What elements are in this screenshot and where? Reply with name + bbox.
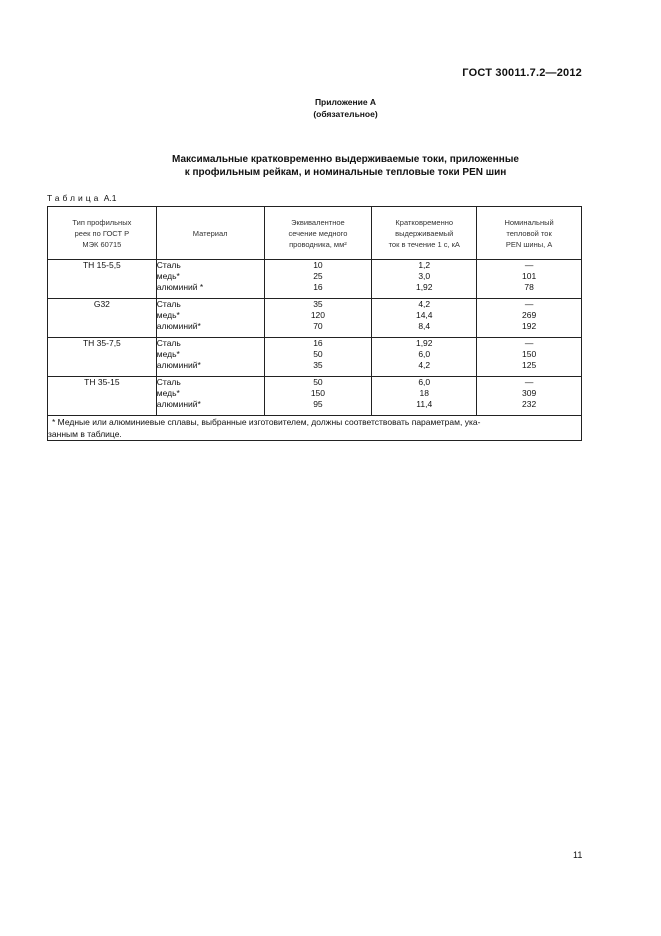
section-cell: 16 50 35 xyxy=(264,338,372,377)
header-pen-current: Номинальный тепловой ток PEN шины, А xyxy=(477,207,582,260)
appendix-label: Приложение А xyxy=(314,97,377,107)
material-cell: Сталь медь* алюминий* xyxy=(156,377,264,416)
table-caption-number: А.1 xyxy=(103,193,117,203)
current-cell: 1,92 6,0 4,2 xyxy=(372,338,477,377)
table-footnote xyxy=(48,416,582,441)
rail-type-cell: ТН 15-5,5 xyxy=(48,260,157,299)
table-row xyxy=(48,377,582,416)
title-line-2: к профильным рейкам, и номинальные тепловые токи PEN шин xyxy=(184,167,507,178)
pen-current-cell: — 269 192 xyxy=(477,299,582,338)
section-cell: 35 120 70 xyxy=(264,299,372,338)
document-title xyxy=(0,153,661,179)
rail-type-cell: ТН 35-7,5 xyxy=(48,338,157,377)
material-cell: Сталь медь* алюминий * xyxy=(156,260,264,299)
pen-current-cell: — 309 232 xyxy=(477,377,582,416)
appendix-heading xyxy=(0,96,661,120)
table-row xyxy=(48,338,582,377)
header-short-time-current: Кратковременно выдерживаемый ток в течение 1 с, кА xyxy=(372,207,477,260)
table-row xyxy=(48,260,582,299)
footnote-line-2: занным в таблице. xyxy=(48,429,122,439)
section-cell: 10 25 16 xyxy=(264,260,372,299)
current-cell: 1,2 3,0 1,92 xyxy=(372,260,477,299)
table-footnote-row xyxy=(48,416,582,441)
table-caption-word: Таблица xyxy=(47,193,102,203)
footnote-line-1: * Медные или алюминиевые сплавы, выбранные изготовителем, должны соответствовать параметрам, ука- xyxy=(52,417,481,427)
material-cell: Сталь медь* алюминий* xyxy=(156,338,264,377)
pen-current-cell: — 101 78 xyxy=(477,260,582,299)
section-cell: 50 150 95 xyxy=(264,377,372,416)
table-row xyxy=(48,299,582,338)
currents-table xyxy=(47,206,582,441)
current-cell: 6,0 18 11,4 xyxy=(372,377,477,416)
current-cell: 4,2 14,4 8,4 xyxy=(372,299,477,338)
header-equivalent-section: Эквивалентное сечение медного проводника, мм² xyxy=(264,207,372,260)
table-caption xyxy=(47,193,116,203)
header-rail-type: Тип профильных реек по ГОСТ Р МЭК 60715 xyxy=(48,207,157,260)
material-cell: Сталь медь* алюминий* xyxy=(156,299,264,338)
table-header-row xyxy=(48,207,582,260)
pen-current-cell: — 150 125 xyxy=(477,338,582,377)
standard-designation: ГОСТ 30011.7.2—2012 xyxy=(462,67,582,79)
page-number: 11 xyxy=(573,850,583,860)
rail-type-cell: G32 xyxy=(48,299,157,338)
appendix-status: (обязательное) xyxy=(313,109,378,119)
title-line-1: Максимальные кратковременно выдерживаемые токи, приложенные xyxy=(172,154,519,165)
header-material: Материал xyxy=(156,207,264,260)
rail-type-cell: ТН 35-15 xyxy=(48,377,157,416)
